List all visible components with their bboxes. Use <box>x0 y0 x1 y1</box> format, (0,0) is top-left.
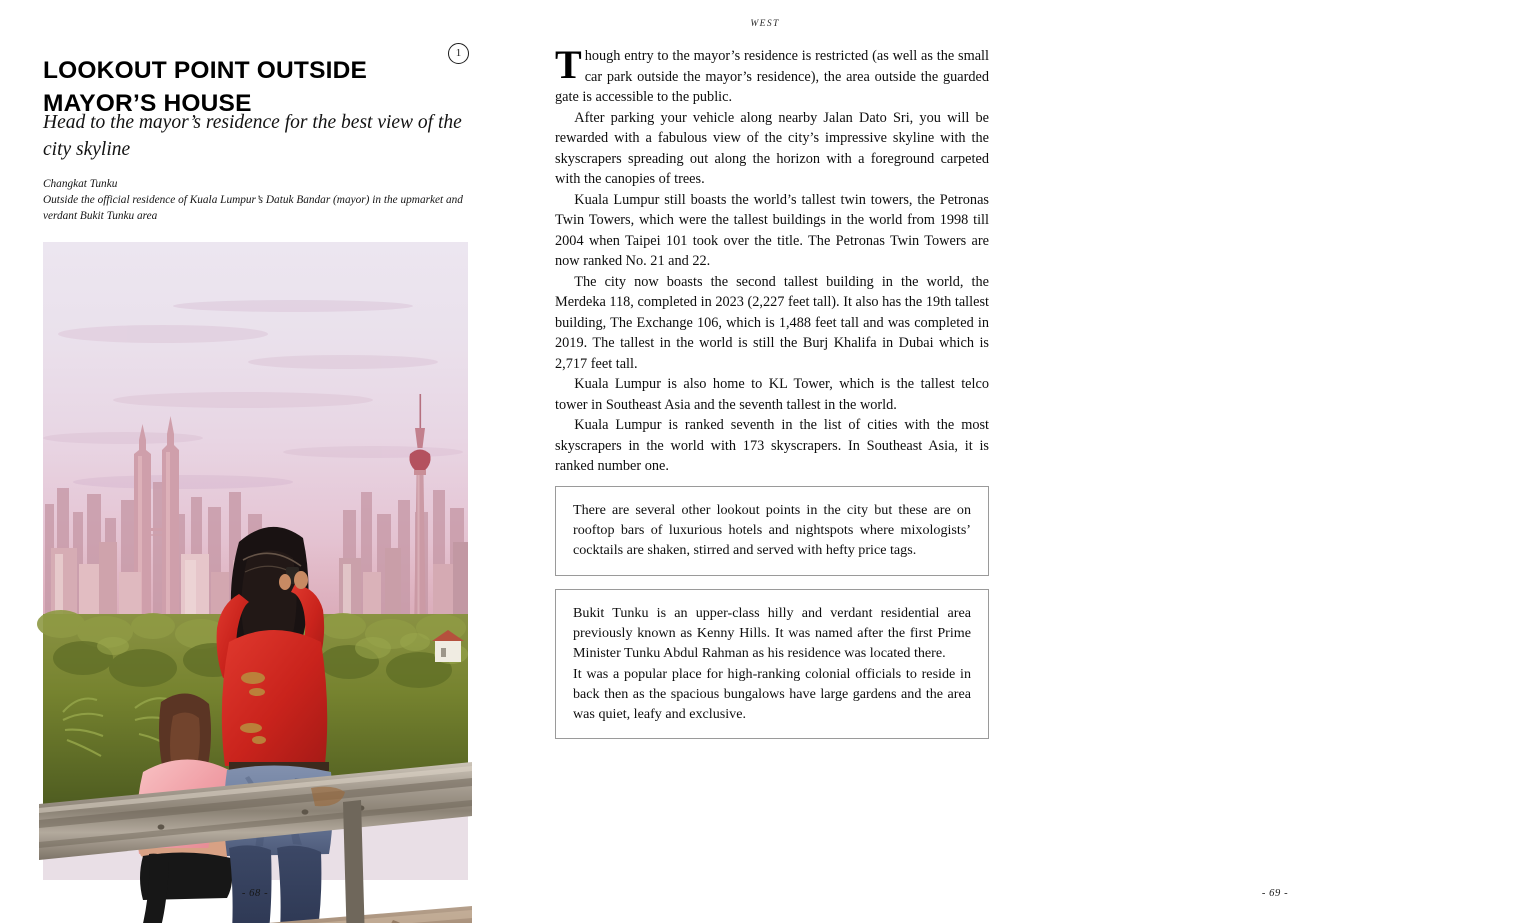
right-page <box>510 0 1289 923</box>
location-description: Outside the official residence of Kuala Lumpur’s Datuk Bandar (mayor) in the upmarket and verdant Bukit Tunku area <box>43 194 463 223</box>
body-paragraph: The city now boasts the second tallest building in the world, the Merdeka 118, completed in 2023 (2,227 feet tall). It also has the 19th tallest building, The Exchange 106, which is 1,488 feet tall and was completed in 2019. The tallest in the world is still the Burj Khalifa in Dubai which is 2,717 feet tall. <box>555 273 989 372</box>
callout-box-bukit-tunku <box>555 589 989 739</box>
location-name: Changkat Tunku <box>43 178 118 190</box>
page-number-left: - 68 - <box>241 888 269 899</box>
left-page <box>0 0 510 923</box>
lookout-point-photograph <box>43 242 468 880</box>
body-paragraph: Kuala Lumpur is also home to KL Tower, which is the tallest telco tower in Southeast Asia and the seventh tallest in the world. <box>555 376 989 413</box>
page-number-right: - 69 - <box>1261 888 1289 899</box>
body-paragraph: Kuala Lumpur is ranked seventh in the list of cities with the most skyscrapers in the world with 173 skyscrapers. In Southeast Asia, it is ranked number one. <box>555 417 989 475</box>
body-text-column <box>555 42 989 477</box>
callout-text: Bukit Tunku is an upper-class hilly and verdant residential area previously known as Kenny Hills. It was named after the first Prime Minister Tunku Abdul Rahman as his residence was located there. It was a popular place for high-ranking colonial officials to reside in back then as the spacious bungalows have large gardens and the area was quiet, leafy and exclusive. <box>573 605 971 723</box>
drop-cap: T <box>555 42 582 87</box>
photo-illustration <box>43 242 468 880</box>
callout-box-lookout-points <box>555 486 989 576</box>
article-subtitle: Head to the mayor’s residence for the best view of the city skyline <box>43 112 462 160</box>
body-paragraph <box>555 42 989 108</box>
circled-number-badge <box>448 43 469 64</box>
badge-number-label: 1 <box>455 47 462 59</box>
body-paragraph-text: hough entry to the mayor’s residence is restricted (as well as the small car park outside the mayor’s residence), the area outside the guarded gate is accessible to the public. <box>555 48 989 106</box>
callout-text: There are several other lookout points in the city but these are on rooftop bars of luxurious hotels and nightspots where mixologists’ cocktails are shaken, stirred and served with hefty price tags. <box>573 502 971 559</box>
running-head: WEST <box>750 19 780 29</box>
location-credit-block <box>43 176 473 224</box>
page-title: LOOKOUT POINT OUTSIDE MAYOR’S HOUSE <box>43 57 368 118</box>
body-paragraph: Kuala Lumpur still boasts the world’s tallest twin towers, the Petronas Twin Towers, which were the tallest buildings in the world from 1998 till 2004 when Taipei 101 took over the title. The Petronas Twin Towers are now ranked No. 21 and 22. <box>555 191 989 270</box>
body-paragraph: After parking your vehicle along nearby Jalan Dato Sri, you will be rewarded with a fabulous view of the city’s impressive skyline with the skyscrapers spreading out along the horizon with a foreground carpeted with the canopies of trees. <box>555 109 989 188</box>
